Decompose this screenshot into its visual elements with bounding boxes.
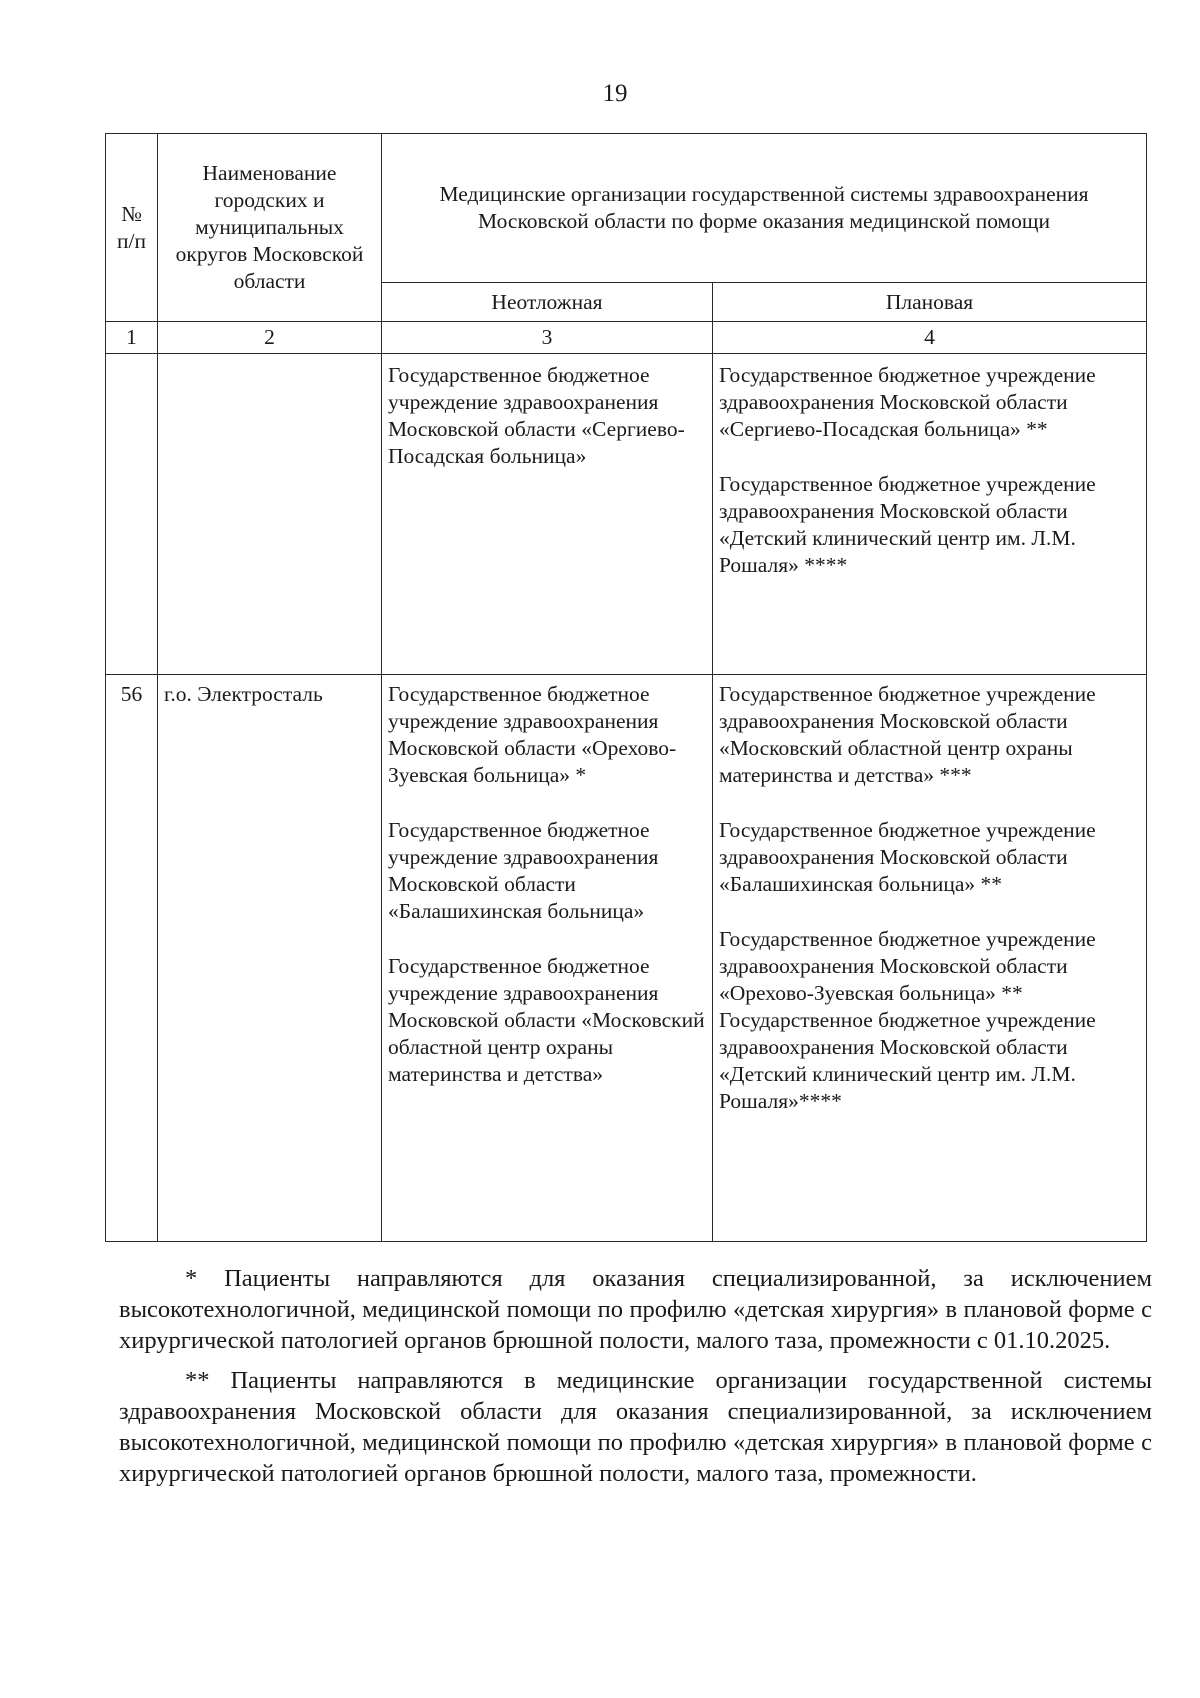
organization-entry: Государственное бюджетное учреждение здравоохранения Московской области «Балашихинская больница» [388,818,659,923]
organization-entry: Государственное бюджетное учреждение здравоохранения Московской области «Сергиево-Посадская больница» [388,363,685,468]
organization-entry: Государственное бюджетное учреждение здравоохранения Московской области «Детский клинический центр им. Л.М. Рошаля»**** [719,1008,1096,1113]
header-planned: Плановая [713,283,1147,322]
header-organizations: Медицинские организации государственной системы здравоохранения Московской области по форме оказания медицинской помощи [382,134,1147,283]
page-number: 19 [602,80,628,107]
header-district: Наименование городских и муниципальных округов Московской области [158,134,382,322]
organization-entry: Государственное бюджетное учреждение здравоохранения Московской области «Сергиево-Посадская больница» ** [719,363,1096,441]
footnote: ** Пациенты направляются в медицинские организации государственной системы здравоохранения Московской области для оказания специализированной, за исключением высокотехнологичной, медицинской помощи по профилю «детская хирургия» в плановой форме с хирургической патологией органов брюшной полости, малого таза, промежности. [119,1367,1152,1487]
planned-orgs-cell [713,675,1147,1242]
column-number: 3 [382,322,713,354]
organization-entry: Государственное бюджетное учреждение здравоохранения Московской области «Орехово-Зуевская больница» * [388,682,677,787]
organization-entry: Государственное бюджетное учреждение здравоохранения Московской области «Балашихинская больница» ** [719,818,1096,896]
column-number: 4 [713,322,1147,354]
footnotes [119,1263,1152,1498]
district-name [158,354,382,675]
column-number-row [106,322,1147,354]
organization-entry: Государственное бюджетное учреждение здравоохранения Московской области «Московский областной центр охраны материнства и детства» *** [719,682,1096,787]
organization-entry: Государственное бюджетное учреждение здравоохранения Московской области «Орехово-Зуевская больница» ** [719,927,1096,1005]
organization-entry: Государственное бюджетное учреждение здравоохранения Московской области «Московский областной центр охраны материнства и детства» [388,954,705,1086]
column-number: 1 [106,322,158,354]
header-urgent: Неотложная [382,283,713,322]
header-num: № п/п [106,134,158,322]
footnote: * Пациенты направляются для оказания специализированной, за исключением высокотехнологичной, медицинской помощи по профилю «детская хирургия» в плановой форме с хирургической патологией органов брюшной полости, малого таза, промежности с 01.10.2025. [119,1265,1152,1354]
organizations-table [105,133,1146,1242]
urgent-orgs-cell [382,675,713,1242]
table-row [106,354,1147,675]
row-number [106,354,158,675]
header-row [106,134,1147,283]
planned-orgs-cell [713,354,1147,675]
column-number: 2 [158,322,382,354]
urgent-orgs-cell [382,354,713,675]
organization-entry: Государственное бюджетное учреждение здравоохранения Московской области «Детский клинический центр им. Л.М. Рошаля» **** [719,472,1096,577]
table-row [106,675,1147,1242]
row-number: 56 [106,675,158,1242]
district-name: г.о. Электросталь [158,675,382,1242]
